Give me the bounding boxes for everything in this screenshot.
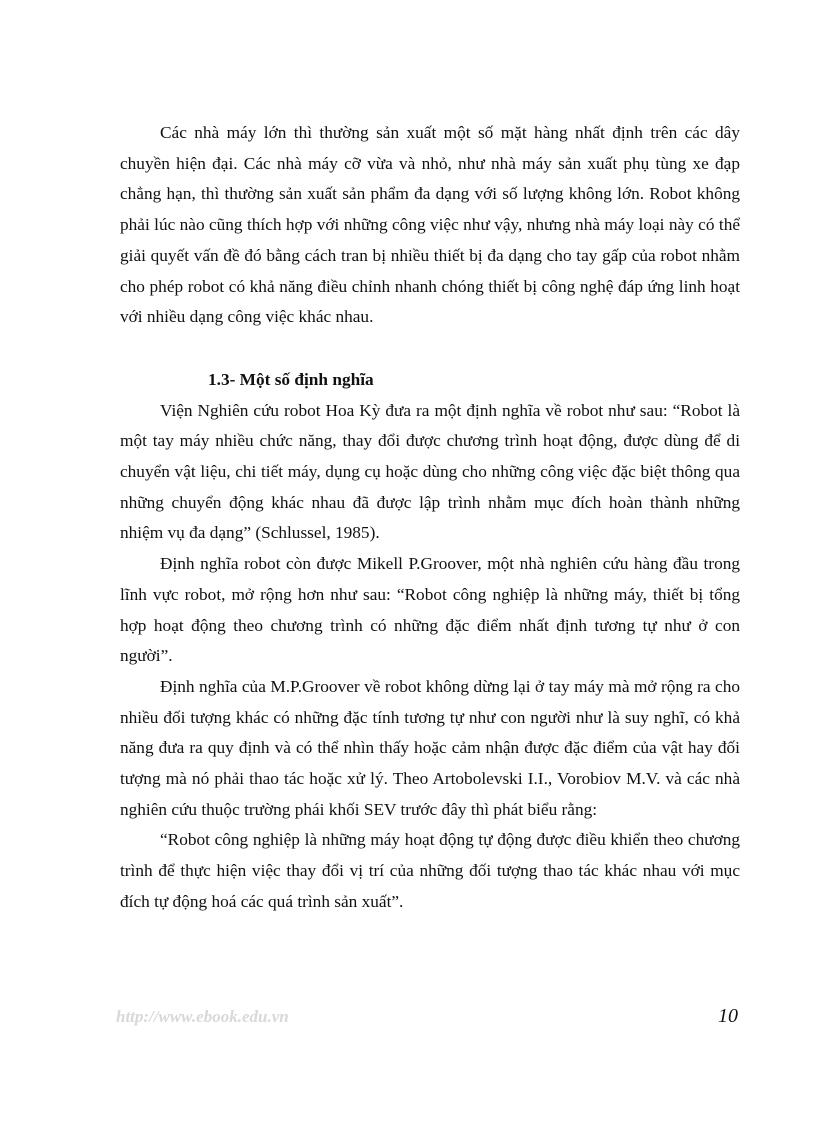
page-footer (116, 1003, 738, 1035)
section-heading-definitions: 1.3- Một số định nghĩa (208, 369, 374, 389)
page-number: 10 (718, 1005, 738, 1027)
footer-url-watermark: http://www.ebook.edu.vn (116, 1007, 289, 1026)
paragraph-groover-definition: Định nghĩa robot còn được Mikell P.Groover, một nhà nghiên cứu hàng đầu trong lĩnh vực robot, mở rộng hơn như sau: “Robot công nghiệp là những máy, thiết bị tổng hợp hoạt động theo chương trình có những đặc điểm nhất định tương tự như ở con người”. (120, 554, 740, 666)
paragraph-factory-production: Các nhà máy lớn thì thường sản xuất một số mặt hàng nhất định trên các dây chuyền hiện đại. Các nhà máy cỡ vừa và nhỏ, như nhà máy sản xuất phụ tùng xe đạp chẳng hạn, thì thường sản xuất sản phẩm đa dạng với số lượng không lớn. Robot không phải lúc nào cũng thích hợp với những công việc như vậy, nhưng nhà máy loại này có thể giải quyết vấn đề đó bằng cách tran bị nhiều thiết bị đa dạng cho tay gấp của robot nhằm cho phép robot có khả năng điều chỉnh nhanh chóng thiết bị công nghệ đáp ứng linh hoạt với nhiều dạng công việc khác nhau. (120, 123, 740, 327)
paragraph-us-robot-institute-definition: Viện Nghiên cứu robot Hoa Kỳ đưa ra một định nghĩa về robot như sau: “Robot là một tay máy nhiều chức năng, thay đổi được chương trình hoạt động, được dùng để di chuyển vật liệu, chi tiết máy, dụng cụ hoặc dùng cho những công việc đặc biệt thông qua những chuyển động khác nhau đã được lập trình nhằm mục đích hoàn thành những nhiệm vụ đa dạng” (Schlussel, 1985). (120, 400, 740, 543)
paragraph-groover-extended: Định nghĩa của M.P.Groover về robot không dừng lại ở tay máy mà mở rộng ra cho nhiều đối tượng khác có những đặc tính tương tự như con người như là suy nghĩ, có khả năng đưa ra quy định và có thể nhìn thấy hoặc cảm nhận được đặc điểm của vật hay đối tượng mà nó phải thao tác hoặc xử lý. Theo Artobolevski I.I., Vorobiov M.V. và các nhà nghiên cứu thuộc trường phái khối SEV trước đây thì phát biểu rằng: (120, 676, 740, 819)
page-body (120, 118, 740, 918)
paragraph-industrial-robot-quote: “Robot công nghiệp là những máy hoạt động tự động được điều khiển theo chương trình để thực hiện việc thay đổi vị trí của những đối tượng thao tác khác nhau với mục đích tự động hoá các quá trình sản xuất”. (120, 830, 740, 911)
